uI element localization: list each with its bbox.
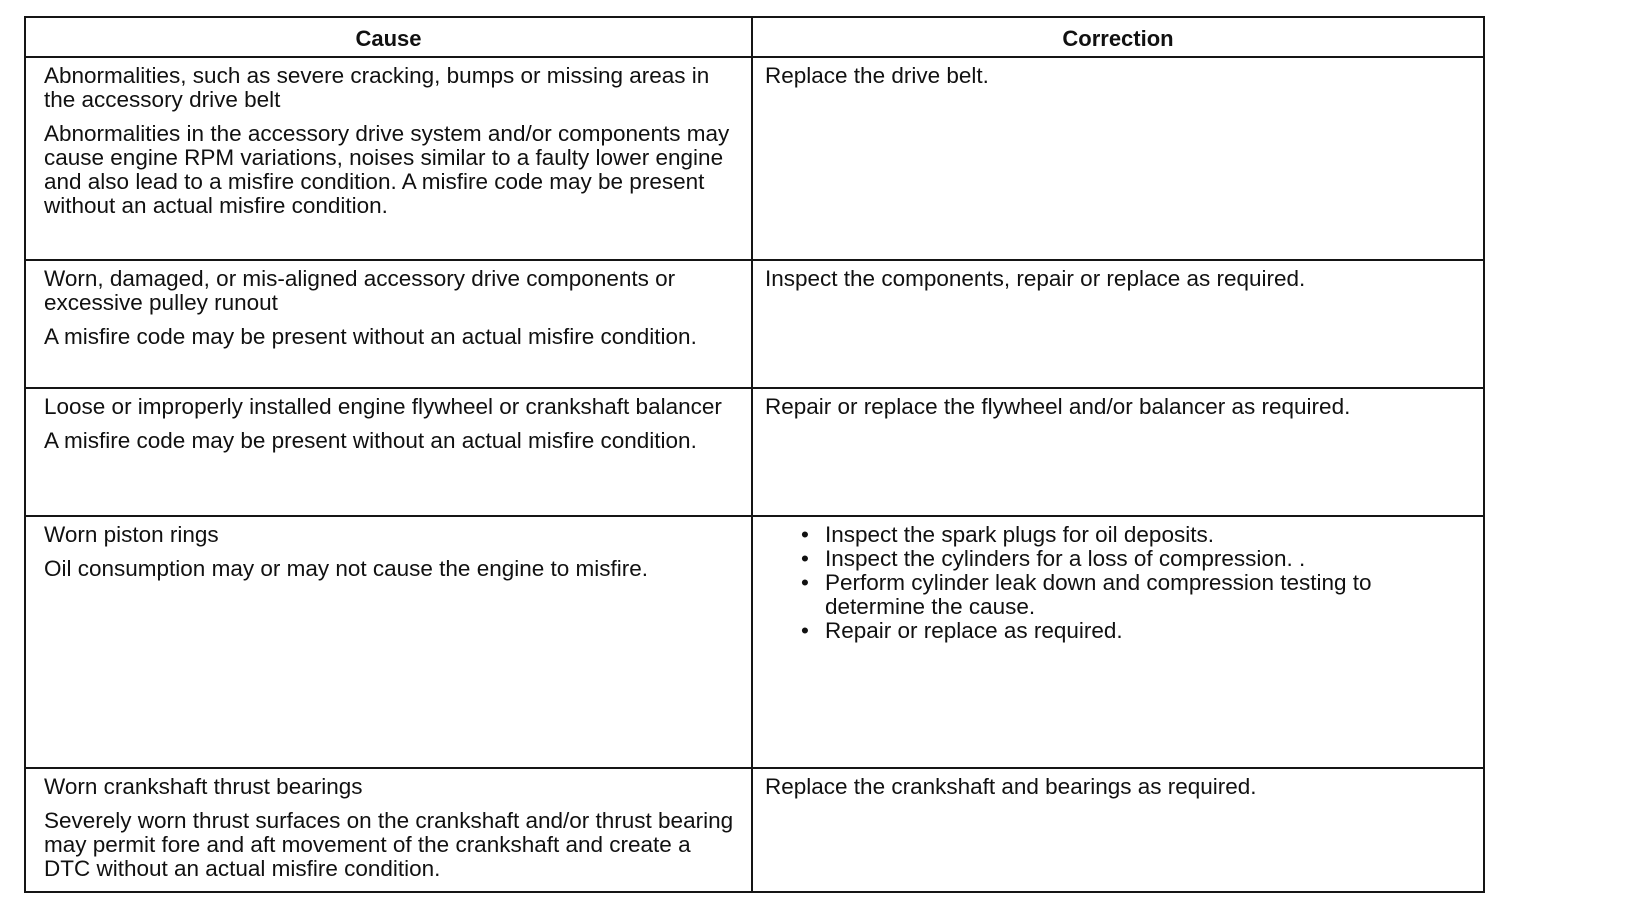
correction-text: Inspect the components, repair or replace as required. (765, 266, 1306, 291)
table-row (25, 516, 1484, 768)
list-item (801, 571, 1473, 619)
table-row (25, 57, 1484, 260)
cause-title: Worn piston rings (44, 522, 219, 547)
cause-cell (25, 260, 752, 388)
cause-title: Abnormalities, such as severe cracking, bumps or missing areas in the accessory drive belt (44, 63, 710, 112)
header-row (25, 17, 1484, 57)
correction-cell (752, 516, 1484, 768)
cause-title: Loose or improperly installed engine flywheel or crankshaft balancer (44, 394, 722, 419)
bullet-text: Inspect the cylinders for a loss of compression. . (825, 546, 1306, 571)
bullet-text: Inspect the spark plugs for oil deposits. (825, 522, 1214, 547)
correction-cell (752, 260, 1484, 388)
cause-detail: A misfire code may be present without an actual misfire condition. (44, 428, 697, 453)
header-cause: Cause (25, 17, 752, 57)
cause-correction-table (24, 16, 1485, 893)
cause-title: Worn crankshaft thrust bearings (44, 774, 363, 799)
table-row (25, 260, 1484, 388)
cause-cell (25, 768, 752, 892)
list-item (801, 619, 1473, 643)
cause-title: Worn, damaged, or mis-aligned accessory drive components or excessive pulley runout (44, 266, 676, 315)
header-correction: Correction (752, 17, 1484, 57)
correction-cell (752, 57, 1484, 260)
cause-cell (25, 57, 752, 260)
table-row (25, 388, 1484, 516)
correction-text: Replace the drive belt. (765, 63, 989, 88)
bullet-text: Perform cylinder leak down and compression testing to determine the cause. (825, 570, 1372, 619)
correction-text: Repair or replace the flywheel and/or balancer as required. (765, 394, 1351, 419)
correction-cell (752, 388, 1484, 516)
correction-bullet-list (765, 523, 1473, 643)
bullet-icon: • (801, 570, 809, 595)
correction-cell (752, 768, 1484, 892)
correction-text: Replace the crankshaft and bearings as required. (765, 774, 1257, 799)
bullet-icon: • (801, 546, 809, 571)
list-item (801, 547, 1473, 571)
bullet-icon: • (801, 618, 809, 643)
table-row (25, 768, 1484, 892)
bullet-icon: • (801, 522, 809, 547)
cause-cell (25, 388, 752, 516)
cause-cell (25, 516, 752, 768)
list-item (801, 523, 1473, 547)
cause-detail: Severely worn thrust surfaces on the crankshaft and/or thrust bearing may permit fore and aft movement of the crankshaft and create a DTC without an actual misfire condition. (44, 808, 734, 881)
cause-detail: Abnormalities in the accessory drive system and/or components may cause engine RPM variations, noises similar to a faulty lower engine and also lead to a misfire condition. A misfire code may be present without an actual misfire condition. (44, 121, 730, 218)
bullet-text: Repair or replace as required. (825, 618, 1123, 643)
cause-detail: Oil consumption may or may not cause the engine to misfire. (44, 556, 649, 581)
cause-detail: A misfire code may be present without an actual misfire condition. (44, 324, 697, 349)
